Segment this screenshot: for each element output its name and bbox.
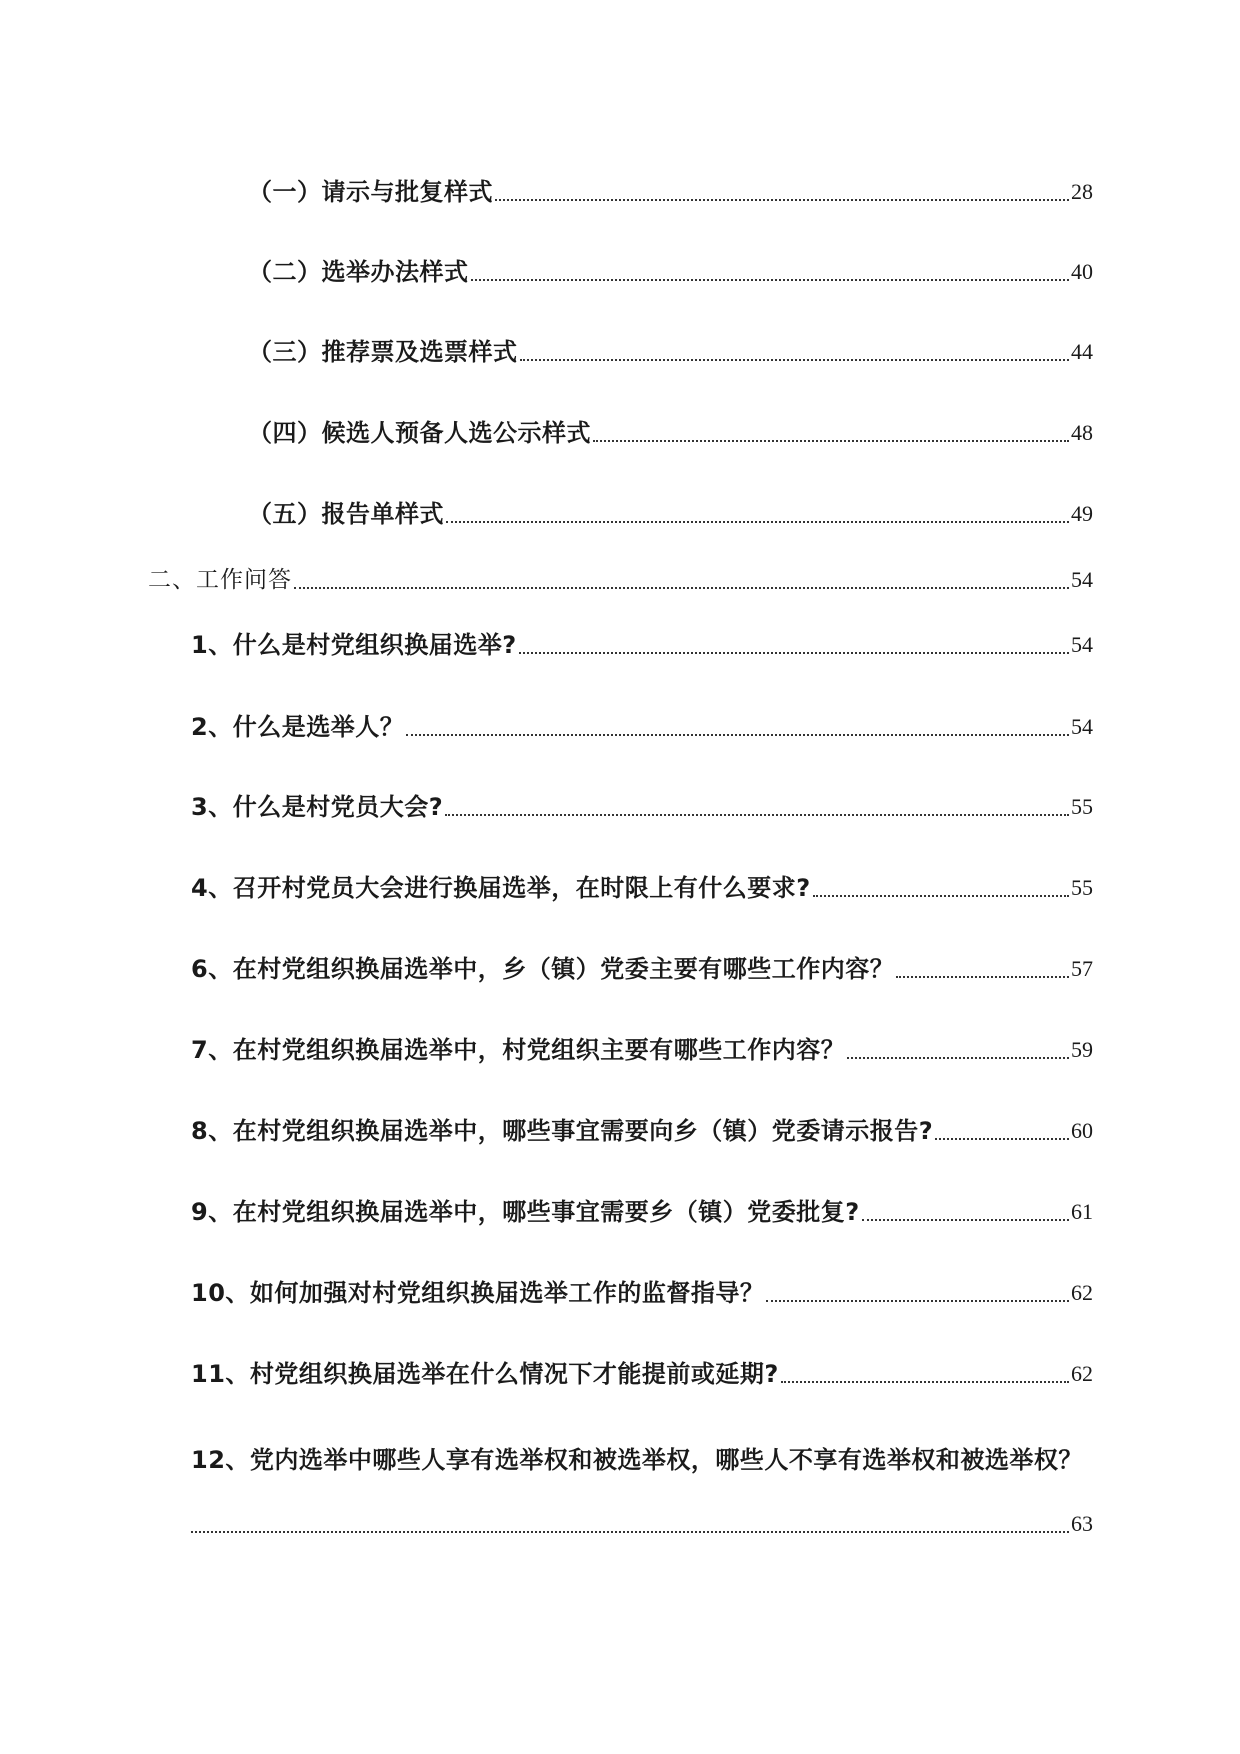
toc-entry-question-11[interactable] [191,1354,1093,1394]
toc-entry-sub-1[interactable] [248,172,1093,212]
toc-entry-page: 62 [1071,1361,1093,1386]
toc-entry-question-10[interactable] [191,1273,1093,1313]
toc-entry-question-2[interactable] [191,707,1093,747]
toc-entry-page: 61 [1071,1199,1093,1224]
toc-entry-section[interactable] [148,560,1093,600]
dot-leader [519,652,1069,654]
dot-leader [191,1531,1069,1533]
toc-entry-page: 60 [1071,1118,1093,1143]
dot-leader [406,734,1069,736]
dot-leader [495,199,1069,201]
toc-entry-title: （二）选举办法样式 [248,258,469,286]
dot-leader [781,1381,1069,1383]
toc-entry-page: 54 [1071,632,1093,657]
toc-entry-page: 57 [1071,956,1093,981]
dot-leader [593,440,1069,442]
dot-leader [520,359,1070,361]
toc-entry-title: 3、什么是村党员大会? [191,793,444,821]
toc-entry-question-4[interactable] [191,868,1093,908]
toc-entry-sub-3[interactable] [248,332,1093,372]
toc-entry-title: 2、什么是选举人？ [191,713,405,741]
toc-entry-title: 8、在村党组织换届选举中，哪些事宜需要向乡（镇）党委请示报告? [191,1117,934,1145]
toc-entry-title: （三）推荐票及选票样式 [248,338,518,366]
toc-entry-page: 54 [1071,567,1093,592]
toc-entry-title: （四）候选人预备人选公示样式 [248,419,591,447]
toc-entry-page: 54 [1071,714,1093,739]
toc-entry-sub-4[interactable] [248,413,1093,453]
toc-entry-question-9[interactable] [191,1192,1093,1232]
toc-entry-page: 49 [1071,501,1093,526]
dot-leader [896,976,1069,978]
toc-entry-page: 40 [1071,259,1093,284]
toc-entry-title: 9、在村党组织换届选举中，哪些事宜需要乡（镇）党委批复? [191,1198,860,1226]
toc-entry-title: 1、什么是村党组织换届选举? [191,631,517,659]
dot-leader [813,895,1069,897]
dot-leader [847,1057,1069,1059]
dot-leader [445,814,1069,816]
toc-entry-page: 48 [1071,420,1093,445]
dot-leader [294,587,1069,589]
toc-entry-question-7[interactable] [191,1030,1093,1070]
toc-entry-question-12[interactable] [191,1440,1093,1544]
toc-entry-page: 55 [1071,794,1093,819]
toc-entry-page: 44 [1071,339,1093,364]
toc-entry-title: 10、如何加强对村党组织换届选举工作的监督指导？ [191,1279,765,1307]
toc-entry-page: 63 [1071,1511,1093,1536]
toc-entry-title: （一）请示与批复样式 [248,178,493,206]
toc-entry-sub-2[interactable] [248,252,1093,292]
dot-leader [935,1138,1069,1140]
toc-entry-question-8[interactable] [191,1111,1093,1151]
toc-entry-title: 11、村党组织换届选举在什么情况下才能提前或延期? [191,1360,779,1388]
dot-leader [446,521,1069,523]
toc-entry-page: 55 [1071,875,1093,900]
toc-entry-title: 12、党内选举中哪些人享有选举权和被选举权，哪些人不享有选举权和被选举权？ [191,1446,1083,1474]
toc-entry-leader-line [191,1504,1093,1544]
toc-entry-title: （五）报告单样式 [248,500,444,528]
toc-entry-question-3[interactable] [191,787,1093,827]
toc-entry-sub-5[interactable] [248,494,1093,534]
dot-leader [471,279,1070,281]
toc-entry-title: 4、召开村党员大会进行换届选举，在时限上有什么要求? [191,874,811,902]
toc-entry-page: 59 [1071,1037,1093,1062]
toc-entry-title: 6、在村党组织换届选举中，乡（镇）党委主要有哪些工作内容？ [191,955,895,983]
toc-entry-question-1[interactable] [191,625,1093,665]
toc-entry-page: 62 [1071,1280,1093,1305]
dot-leader [766,1300,1069,1302]
toc-entry-question-6[interactable] [191,949,1093,989]
toc-entry-page: 28 [1071,179,1093,204]
toc-entry-title: 7、在村党组织换届选举中，村党组织主要有哪些工作内容？ [191,1036,846,1064]
dot-leader [862,1219,1069,1221]
toc-section-title: 二、工作问答 [148,567,292,593]
